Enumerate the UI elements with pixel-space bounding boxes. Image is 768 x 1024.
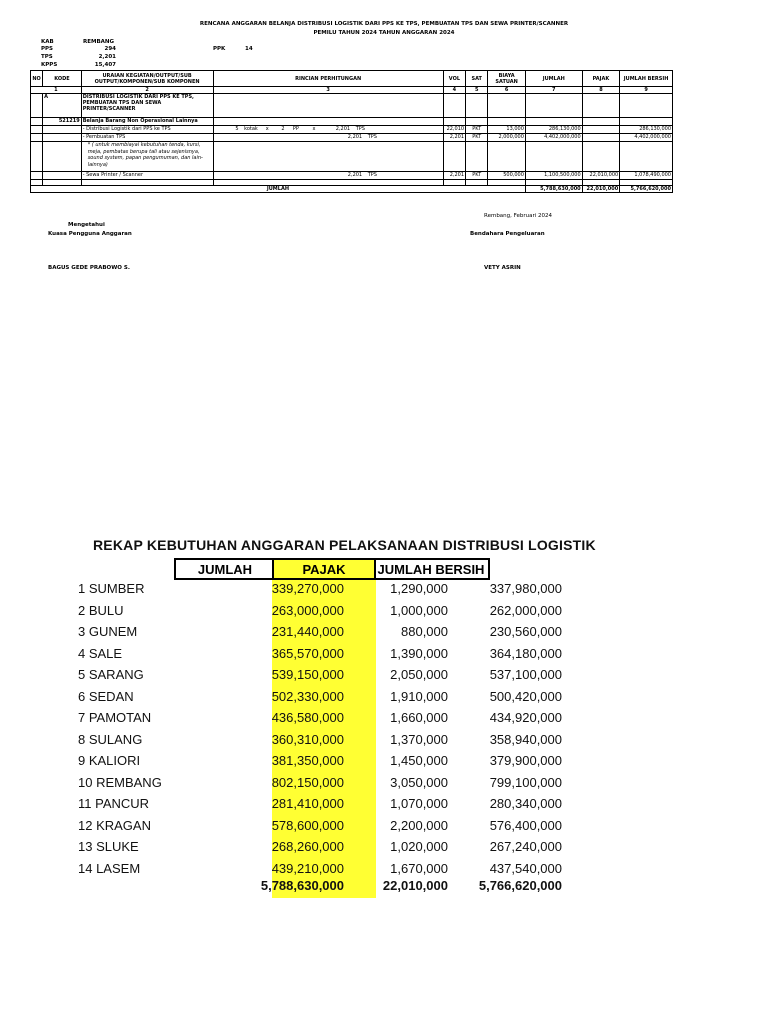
header-kode: KODE [43,71,82,87]
row2-calc: 2,201 TPS [213,134,443,142]
recap-name: 3 GUNEM [78,624,138,639]
section-no: A [43,94,82,118]
recap-bersih: 364,180,000 [489,645,562,661]
pps-label: PPS [41,46,54,52]
header-pajak: PAJAK [582,71,620,87]
recap-name: 8 SULANG [78,731,143,747]
recap-title: REKAP KEBUTUHAN ANGGARAN PELAKSANAAN DISTRIBUSI LOGISTIK [93,537,596,553]
recap-row [78,602,562,624]
recap-bersih: 267,240,000 [489,839,562,854]
recap-header-bersih: JUMLAH BERSIH [374,558,490,580]
recap-jumlah: 539,150,000 [271,667,344,682]
budget-table [30,70,673,193]
row3-calc: 2,201 TPS [213,172,443,180]
recap-pajak: 880,000 [401,624,448,639]
recap-jumlah: 502,330,000 [271,688,344,704]
recap-bersih: 280,340,000 [489,796,562,811]
row2-desc: - Pembuatan TPS [81,134,213,142]
row1-desc: - Distribusi Logistik dari PPS ke TPS [81,126,213,134]
row3-pajak: 22,010,000 [582,172,620,180]
recap-name: 4 SALE [78,645,123,661]
recap-jumlah: 365,570,000 [271,645,344,661]
recap-row [78,839,562,860]
table-header-row [31,71,673,87]
recap-name: 13 SLUKE [78,839,139,854]
colnum-9: 9 [620,87,673,94]
recap-jumlah: 578,600,000 [271,817,344,833]
row3-jumlah: 1,100,500,000 [525,172,582,180]
colnum-3: 3 [213,87,443,94]
colnum-4: 4 [443,87,465,94]
kpps-label: KPPS [41,62,58,68]
ppk-label: PPK [213,46,226,52]
recap-row [78,731,562,753]
colnum-8: 8 [582,87,620,94]
recap-jumlah: 268,260,000 [271,839,344,854]
header-bersih: JUMLAH BERSIH [620,71,673,87]
recap-row [78,710,562,731]
recap-total-bersih: 5,766,620,000 [478,878,562,893]
recap-row [78,774,562,796]
recap-name: 5 SARANG [78,667,144,682]
account-code: 521219 [43,118,82,126]
note-row [31,142,673,172]
account-row [31,118,673,126]
sign-left-line2: Kuasa Pengguna Anggaran [48,231,132,237]
row1-pajak [582,126,620,134]
recap-row [78,645,562,667]
column-number-row [31,87,673,94]
recap-name: 6 SEDAN [78,688,134,704]
recap-pajak: 1,370,000 [390,731,448,747]
recap-bersih: 500,420,000 [489,688,562,704]
tps-value: 2,201 [98,54,116,60]
recap-row [78,667,562,688]
recap-name: 14 LASEM [78,860,141,876]
header-vol: VOL [443,71,465,87]
recap-row [78,753,562,774]
ppk-value: 14 [245,46,253,52]
total-label: JUMLAH [31,186,526,193]
recap-total-row [78,878,562,899]
total-bersih: 5,766,620,000 [620,186,673,193]
kab-value: REMBANG [83,39,115,45]
recap-total-jumlah: 5,788,630,000 [260,878,344,893]
kpps-value: 15,407 [94,62,116,68]
tps-label: TPS [41,54,53,60]
row1-vol: 22,010 [443,126,465,134]
recap-name: 9 KALIORI [78,753,141,768]
sign-right-line1: Bendahara Pengeluaran [470,231,545,237]
recap-pajak: 1,290,000 [390,581,448,596]
section-row [31,94,673,118]
row3-sat: PKT [466,172,488,180]
row3-vol: 2,201 [443,172,465,180]
row3-biaya: 500,000 [488,172,526,180]
recap-jumlah: 281,410,000 [271,796,344,811]
row2-pajak [582,134,620,142]
colnum-1: 1 [31,87,82,94]
recap-name: 11 PANCUR [78,796,150,811]
recap-bersih: 799,100,000 [489,774,562,790]
section-title: DISTRIBUSI LOGISTIK DARI PPS KE TPS, PEMBUATAN TPS DAN SEWA PRINTER/SCANNER [81,94,213,118]
colnum-7: 7 [525,87,582,94]
recap-row [78,688,562,710]
recap-bersih: 434,920,000 [489,710,562,725]
recap-pajak: 3,050,000 [390,774,448,790]
recap-bersih: 379,900,000 [489,753,562,768]
recap-pajak: 2,200,000 [390,817,448,833]
recap-pajak: 1,660,000 [390,710,448,725]
row2-biaya: 2,000,000 [488,134,526,142]
table-row [31,126,673,134]
recap-header-jumlah: JUMLAH [174,558,274,580]
total-jumlah: 5,788,630,000 [525,186,582,193]
row3-bersih: 1,078,490,000 [620,172,673,180]
row1-bersih: 286,130,000 [620,126,673,134]
place-date: Rembang, Februari 2024 [484,213,553,219]
recap-bersih: 358,940,000 [489,731,562,747]
recap-row [78,796,562,817]
recap-total-pajak: 22,010,000 [382,878,448,893]
colnum-6: 6 [488,87,526,94]
recap-name: 12 KRAGAN [78,817,151,833]
row3-desc: - Sewa Printer / Scanner [81,172,213,180]
recap-pajak: 1,910,000 [390,688,448,704]
header-jumlah: JUMLAH [525,71,582,87]
document-title-line1: RENCANA ANGGARAN BELANJA DISTRIBUSI LOGISTIK DARI PPS KE TPS, PEMBUATAN TPS DAN SEWA PRINTER/SCANNER [199,21,569,27]
colnum-2: 2 [81,87,213,94]
recap-bersih: 337,980,000 [489,581,562,596]
recap-jumlah: 263,000,000 [271,602,344,618]
recap-name: 2 BULU [78,602,124,618]
recap-jumlah: 436,580,000 [271,710,344,725]
row2-vol: 2,201 [443,134,465,142]
row1-jumlah: 286,130,000 [525,126,582,134]
recap-row [78,817,562,839]
recap-name: 7 PAMOTAN [78,710,152,725]
recap-bersih: 230,560,000 [489,624,562,639]
recap-pajak: 1,000,000 [390,602,448,618]
recap-pajak: 1,020,000 [390,839,448,854]
sign-left-name: BAGUS GEDE PRABOWO S. [48,265,130,271]
recap-jumlah: 231,440,000 [271,624,344,639]
recap-name: 1 SUMBER [78,581,145,596]
row1-biaya: 13,000 [488,126,526,134]
row2-sat: PKT [466,134,488,142]
total-row [31,186,673,193]
table-row [31,172,673,180]
header-uraian: URAIAN KEGIATAN/OUTPUT/SUB OUTPUT/KOMPONEN/SUB KOMPONEN [81,71,213,87]
recap-pajak: 1,450,000 [390,753,448,768]
table-row [31,134,673,142]
sign-right-name: VETY ASRIN [484,265,521,271]
pembuatan-note: * ( untuk membiayai kebutuhan tenda, kursi, meja, pembatas berupa tali atau sejenisnya, sound system, papan pengumuman, dan lain-lainnya) [81,142,213,172]
total-pajak: 22,010,000 [582,186,620,193]
recap-bersih: 437,540,000 [489,860,562,876]
recap-name: 10 REMBANG [78,774,162,790]
account-title: Belanja Barang Non Operasional Lainnya [81,118,213,126]
pps-value: 294 [104,46,116,52]
row1-calc: 5 kotak x 2 PP x 2,201 TPS [213,126,443,134]
header-rincian: RINCIAN PERHITUNGAN [213,71,443,87]
recap-jumlah: 802,150,000 [271,774,344,790]
recap-jumlah: 339,270,000 [271,581,344,596]
recap-pajak: 1,670,000 [390,860,448,876]
recap-jumlah: 360,310,000 [271,731,344,747]
row2-bersih: 4,402,000,000 [620,134,673,142]
document-title-line2: PEMILU TAHUN 2024 TAHUN ANGGARAN 2024 [313,30,455,36]
recap-bersih: 537,100,000 [489,667,562,682]
recap-pajak: 2,050,000 [390,667,448,682]
recap-jumlah: 439,210,000 [271,860,344,876]
kab-label: KAB [41,39,54,45]
header-sat: SAT [466,71,488,87]
recap-row [78,581,562,602]
recap-bersih: 262,000,000 [489,602,562,618]
recap-bersih: 576,400,000 [489,817,562,833]
recap-jumlah: 381,350,000 [271,753,344,768]
row2-jumlah: 4,402,000,000 [525,134,582,142]
row1-sat: PKT [466,126,488,134]
recap-pajak: 1,070,000 [390,796,448,811]
sign-left-line1: Mengetahui [68,222,105,228]
header-no: NO [31,71,43,87]
header-biaya: BIAYA SATUAN [488,71,526,87]
recap-pajak: 1,390,000 [390,645,448,661]
recap-header-pajak: PAJAK [272,558,376,580]
recap-row [78,624,562,645]
colnum-5: 5 [466,87,488,94]
